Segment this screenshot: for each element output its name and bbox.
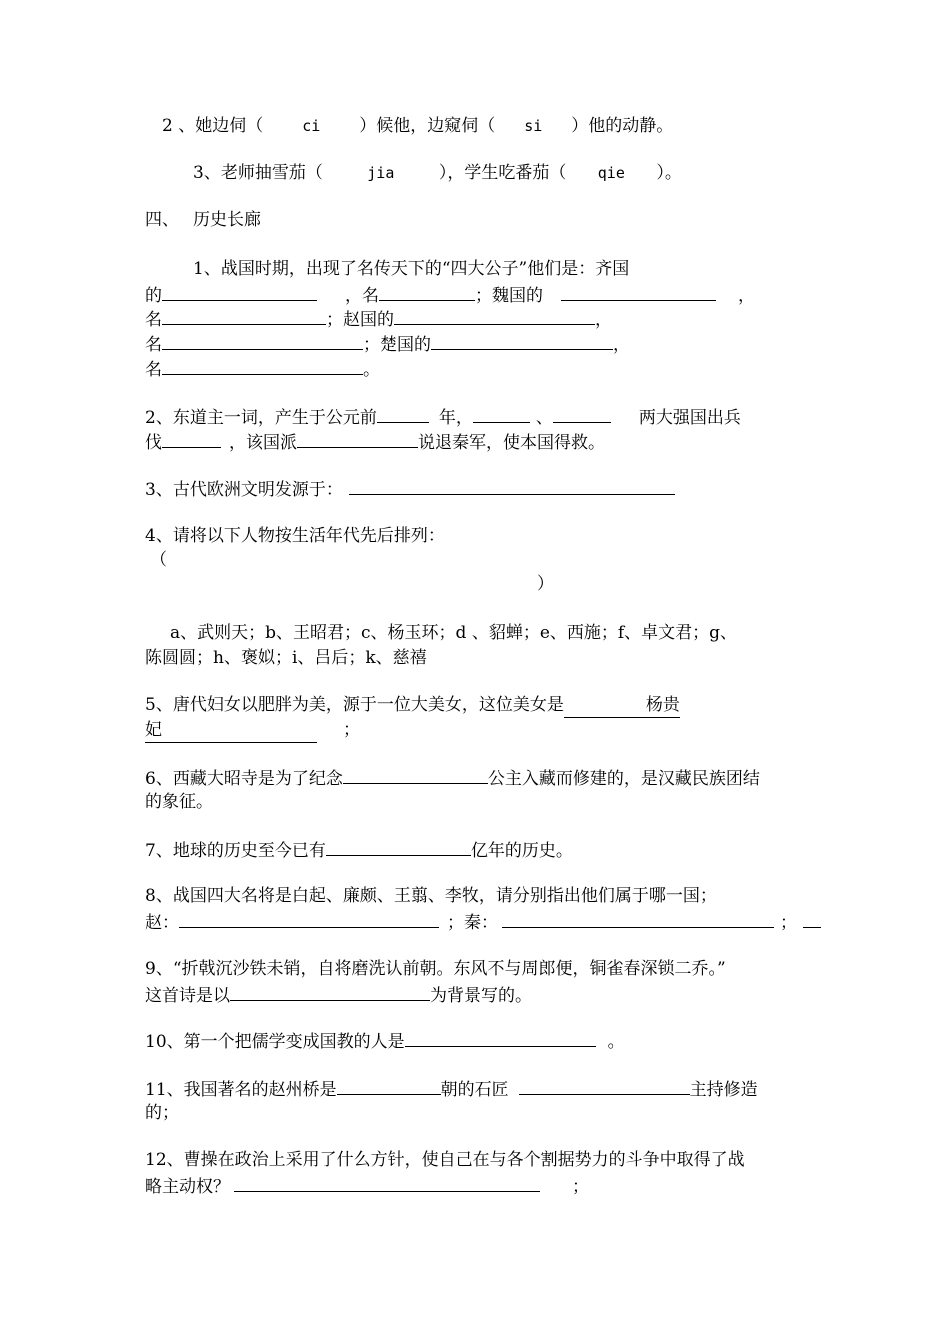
answer-text: 杨贵 bbox=[645, 695, 680, 715]
blank[interactable] bbox=[803, 909, 821, 928]
text: 6、西藏大昭寺是为了纪念 bbox=[145, 769, 343, 789]
blank[interactable] bbox=[379, 282, 475, 301]
text: ；赵国的 bbox=[326, 310, 394, 330]
blank[interactable] bbox=[343, 765, 488, 784]
text: 名 bbox=[145, 335, 162, 355]
question-12-line-2 bbox=[145, 1173, 589, 1197]
blank[interactable] bbox=[394, 306, 595, 325]
text: 。 bbox=[607, 1032, 625, 1052]
text: 的 bbox=[145, 286, 162, 306]
text: ）。 bbox=[656, 163, 682, 183]
pinyin-question-3 bbox=[193, 161, 682, 185]
blank[interactable] bbox=[377, 404, 429, 423]
blank[interactable] bbox=[234, 1173, 540, 1192]
question-4-options-2: 陈圆圆；h、褒姒；i、吕后；k、慈禧 bbox=[145, 648, 427, 668]
text: 为背景写的。 bbox=[430, 986, 532, 1006]
blank[interactable] bbox=[405, 1028, 596, 1047]
text: 5、唐代妇女以肥胖为美，源于一位大美女，这位美女是 bbox=[145, 695, 564, 715]
text: ； bbox=[572, 1177, 589, 1197]
text: ；楚国的 bbox=[363, 335, 431, 355]
text: 伐 bbox=[145, 433, 162, 453]
question-2-line-1 bbox=[145, 404, 741, 428]
pinyin-answer: qie bbox=[597, 164, 625, 182]
question-5-line-1 bbox=[145, 693, 680, 717]
question-10 bbox=[145, 1028, 625, 1052]
text: ， bbox=[738, 286, 755, 306]
text: ）候他，边窥伺（ bbox=[359, 116, 496, 136]
blank[interactable] bbox=[519, 1076, 690, 1095]
text: 3、古代欧洲文明发源于： bbox=[145, 480, 343, 500]
text: ，该国派 bbox=[229, 433, 297, 453]
text: ， bbox=[613, 335, 630, 355]
blank[interactable] bbox=[337, 1076, 441, 1095]
blank[interactable] bbox=[431, 331, 613, 350]
text: 略主动权？ bbox=[145, 1177, 230, 1197]
text: 、 bbox=[535, 408, 553, 428]
text: 两大强国出兵 bbox=[638, 408, 741, 428]
question-5-line-2 bbox=[145, 718, 360, 742]
question-4-options-1: a、武则天；b、王昭君；c、杨玉环；d 、貂蝉；e、西施；f、卓文君；g、 bbox=[170, 623, 738, 643]
pinyin-answer: si bbox=[524, 117, 543, 135]
text: 名 bbox=[145, 360, 162, 380]
question-1-line-2 bbox=[145, 306, 612, 330]
blank[interactable] bbox=[230, 982, 430, 1001]
text: ， bbox=[345, 286, 362, 306]
blank[interactable] bbox=[162, 282, 317, 301]
question-4: 4、请将以下人物按生活年代先后排列： bbox=[145, 526, 445, 546]
text: 。 bbox=[363, 360, 380, 380]
question-11-line-2: 的； bbox=[145, 1103, 179, 1123]
text: ；秦： bbox=[447, 913, 498, 933]
text: 公主入藏而修建的，是汉藏民族团结 bbox=[487, 769, 760, 789]
question-6-line-1 bbox=[145, 765, 760, 789]
blank[interactable] bbox=[297, 429, 418, 448]
question-8-line-2 bbox=[145, 909, 821, 933]
question-12-line-1: 12、曹操在政治上采用了什么方针，使自己在与各个割据势力的斗争中取得了战 bbox=[145, 1150, 745, 1170]
section-title: 历史长廊 bbox=[193, 210, 261, 230]
answer-blank[interactable] bbox=[145, 718, 317, 743]
text: 赵： bbox=[145, 913, 179, 933]
blank[interactable] bbox=[162, 331, 363, 350]
text: 11、我国著名的赵州桥是 bbox=[145, 1080, 337, 1100]
question-1-line-1 bbox=[145, 282, 755, 306]
text: ； bbox=[343, 720, 360, 740]
blank[interactable] bbox=[326, 837, 471, 856]
question-3 bbox=[145, 476, 675, 500]
text: 2 、她边伺（ bbox=[162, 116, 264, 136]
answer-text: 妃 bbox=[145, 720, 162, 740]
question-7 bbox=[145, 837, 573, 861]
blank[interactable] bbox=[502, 909, 774, 928]
text: 年， bbox=[438, 408, 473, 428]
blank[interactable] bbox=[473, 404, 530, 423]
blank[interactable] bbox=[553, 404, 611, 423]
close-paren: ） bbox=[537, 574, 554, 594]
blank[interactable] bbox=[349, 476, 675, 495]
text: 这首诗是以 bbox=[145, 986, 230, 1006]
blank[interactable] bbox=[162, 429, 221, 448]
blank[interactable] bbox=[162, 306, 326, 325]
text: 亿年的历史。 bbox=[470, 841, 573, 861]
question-1-line-3 bbox=[145, 331, 630, 355]
text: 3、老师抽雪茄（ bbox=[193, 163, 323, 183]
text: 10、第一个把儒学变成国教的人是 bbox=[145, 1032, 405, 1052]
text: 2、东道主一词，产生于公元前 bbox=[145, 408, 377, 428]
blank[interactable] bbox=[162, 356, 363, 375]
blank[interactable] bbox=[561, 282, 716, 301]
question-9-line-2 bbox=[145, 982, 532, 1006]
question-8-line-1: 8、战国四大名将是白起、廉颇、王翦、李牧，请分别指出他们属于哪一国； bbox=[145, 886, 717, 906]
text: 说退秦军，使本国得救。 bbox=[418, 433, 605, 453]
answer-blank[interactable] bbox=[564, 693, 680, 718]
section-number: 四、 bbox=[145, 210, 179, 230]
text: 7、地球的历史至今已有 bbox=[145, 841, 326, 861]
text: 名 bbox=[362, 286, 379, 306]
pinyin-answer: ci bbox=[302, 117, 321, 135]
text: ）他的动静。 bbox=[571, 116, 674, 136]
question-1-line-4 bbox=[145, 356, 380, 380]
section-header bbox=[145, 208, 261, 232]
pinyin-question-2 bbox=[162, 114, 673, 138]
text: 主持修造 bbox=[689, 1080, 758, 1100]
text: 朝的石匠 bbox=[440, 1080, 509, 1100]
blank[interactable] bbox=[179, 909, 439, 928]
text: ； bbox=[780, 913, 797, 933]
text: ， bbox=[595, 310, 612, 330]
open-paren: （ bbox=[150, 550, 167, 570]
text: 名 bbox=[145, 310, 162, 330]
question-6-line-2: 的象征。 bbox=[145, 792, 213, 812]
question-2-line-2 bbox=[145, 429, 605, 453]
text: ），学生吃番茄（ bbox=[438, 163, 567, 183]
question-11-line-1 bbox=[145, 1076, 758, 1100]
question-9-line-1: 9、“折戟沉沙铁未销，自将磨洗认前朝。东风不与周郎便，铜雀春深锁二乔。” bbox=[145, 959, 726, 979]
pinyin-answer: jia bbox=[367, 164, 395, 182]
text: ；魏国的 bbox=[475, 286, 543, 306]
question-1-intro: 1、战国时期，出现了名传天下的“四大公子”他们是：齐国 bbox=[193, 259, 630, 279]
